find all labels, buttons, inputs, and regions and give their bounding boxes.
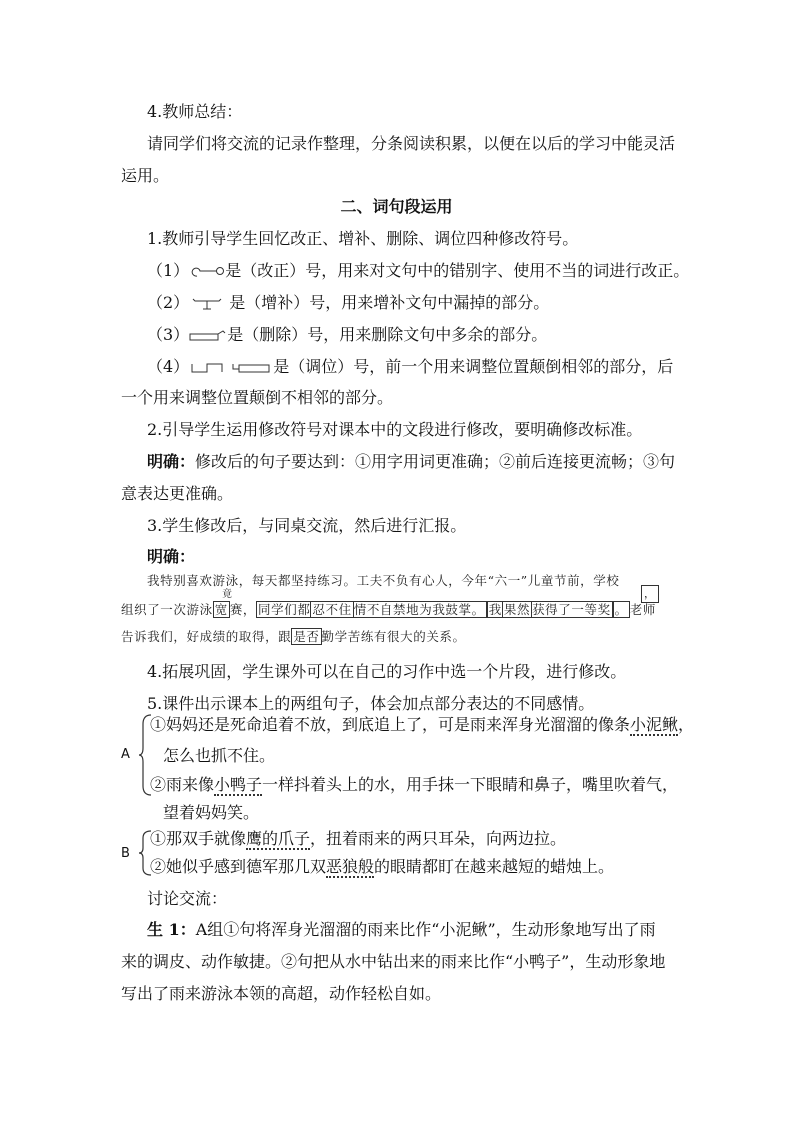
sentence-a2: ②雨来像小鸭子一样抖着头上的水，用手抹一下眼睛和鼻子，嘴里吹着气， <box>150 775 679 794</box>
group-b-label: B <box>121 846 130 861</box>
dotted-emphasis: 小鸭子 <box>214 775 263 794</box>
deletion-mark-icon <box>189 329 227 343</box>
paragraph-line: 一个用来调整位置颠倒不相邻的部分。 <box>121 388 394 407</box>
paragraph-line: 讨论交流： <box>147 889 228 908</box>
deleted-phrase-box: 忍不住 <box>312 602 352 617</box>
inserted-punct-box: 。 <box>614 602 628 617</box>
paragraph-line: 5.课件出示课本上的两组句子，体会加点部分表达的不同感情。 <box>147 694 595 713</box>
teacher-summary-heading: 4.教师总结： <box>147 102 243 121</box>
paragraph-line: 运用。 <box>121 166 170 185</box>
mark-reposition-line: （4） 是（调位）号，前一个用来调整位置颠倒相邻的部分，后 <box>147 357 674 376</box>
dotted-emphasis: 小泥鳅 <box>630 715 679 734</box>
clarification-label: 明确： <box>147 452 196 471</box>
moved-phrase-box: 同学们都 忍不住 情不自禁地为我鼓掌。 <box>258 602 485 617</box>
sentence-a1-cont: 怎么也抓不住。 <box>163 746 276 765</box>
paragraph-line: 写出了雨来游泳本领的高超，动作轻松自如。 <box>121 984 442 1003</box>
passage-line: 我特别喜欢游泳，每天都坚持练习。工夫不负有心人，今年“六一”儿童节前，学校 <box>147 573 620 588</box>
inserted-punct-mark: ， <box>641 585 659 603</box>
paragraph-line: 意表达更准确。 <box>121 484 234 503</box>
sentence-a2-cont: 望着妈妈笑。 <box>163 803 260 822</box>
sentence-b1: ①那双手就像鹰的爪子，扭着雨来的两只耳朵，向两边拉。 <box>150 829 567 848</box>
passage-line: 组织了一次游泳 宽 赛， 同学们都 忍不住 情不自禁地为我鼓掌。 我 果然 获得了一等奖 。 老师 <box>121 602 656 617</box>
deleted-word-box: 是否 <box>293 629 320 644</box>
section-title: 二、词句段运用 <box>340 197 453 216</box>
student-label: 生 1： <box>147 920 196 939</box>
mark-correction-line: （1） 是（改正）号，用来对文句中的错别字、使用不当的词进行改正。 <box>147 261 690 280</box>
paragraph-line: 4.拓展巩固，学生课外可以在自己的习作中选一个片段，进行修改。 <box>147 662 627 681</box>
dotted-emphasis: 恶狼般 <box>326 857 375 876</box>
paragraph-line: 来的调皮、动作敏捷。②句把从水中钻出来的雨来比作“小鸭子”，生动形象地 <box>121 952 666 971</box>
passage-line: 告诉我们，好成绩的取得，跟 是否 勤学苦练有很大的关系。 <box>121 629 466 644</box>
nonadjacent-move-mark-icon <box>229 361 273 375</box>
clarification-line: 明确：修改后的句子要达到：①用字用词更准确；②前后连接更流畅；③句 <box>147 452 676 471</box>
dotted-emphasis: 鹰的爪子 <box>246 829 311 848</box>
swapped-word-box: 果然 <box>503 602 531 617</box>
correction-mark-icon <box>189 265 225 279</box>
paragraph-line: 3.学生修改后，与同桌交流，然后进行汇报。 <box>147 516 467 535</box>
mark-insertion-line: （2） 是（增补）号，用来增补文句中漏掉的部分。 <box>147 293 550 312</box>
group-a-label: A <box>121 747 130 762</box>
inserted-char-mark: 竟 <box>222 589 233 600</box>
paragraph-line: 2.引导学生运用修改符号对课本中的文段进行修改，要明确修改标准。 <box>147 420 643 439</box>
mark-deletion-line: （3） 是（删除）号，用来删除文句中多余的部分。 <box>147 325 548 344</box>
moved-phrase-box: 我 果然 获得了一等奖 <box>488 602 611 617</box>
student-answer-line: 生 1：A组①句将浑身光溜溜的雨来比作“小泥鳅”，生动形象地写出了雨 <box>147 920 656 939</box>
sentence-b2: ②她似乎感到德军那几双恶狼般的眼睛都盯在越来越短的蜡烛上。 <box>150 857 615 876</box>
sentence-a1: ①妈妈还是死命追着不放，到底追上了，可是雨来浑身光溜溜的像条小泥鳅， <box>150 715 695 734</box>
clarification-label: 明确： <box>147 547 196 566</box>
insertion-mark-icon <box>189 297 229 311</box>
corrected-char-box: 宽 <box>214 602 228 617</box>
adjacent-swap-mark-icon <box>189 361 229 375</box>
paragraph-line: 请同学们将交流的记录作整理，分条阅读积累，以便在以后的学习中能灵活 <box>147 134 676 153</box>
paragraph-line: 1.教师引导学生回忆改正、增补、删除、调位四种修改符号。 <box>147 229 579 248</box>
